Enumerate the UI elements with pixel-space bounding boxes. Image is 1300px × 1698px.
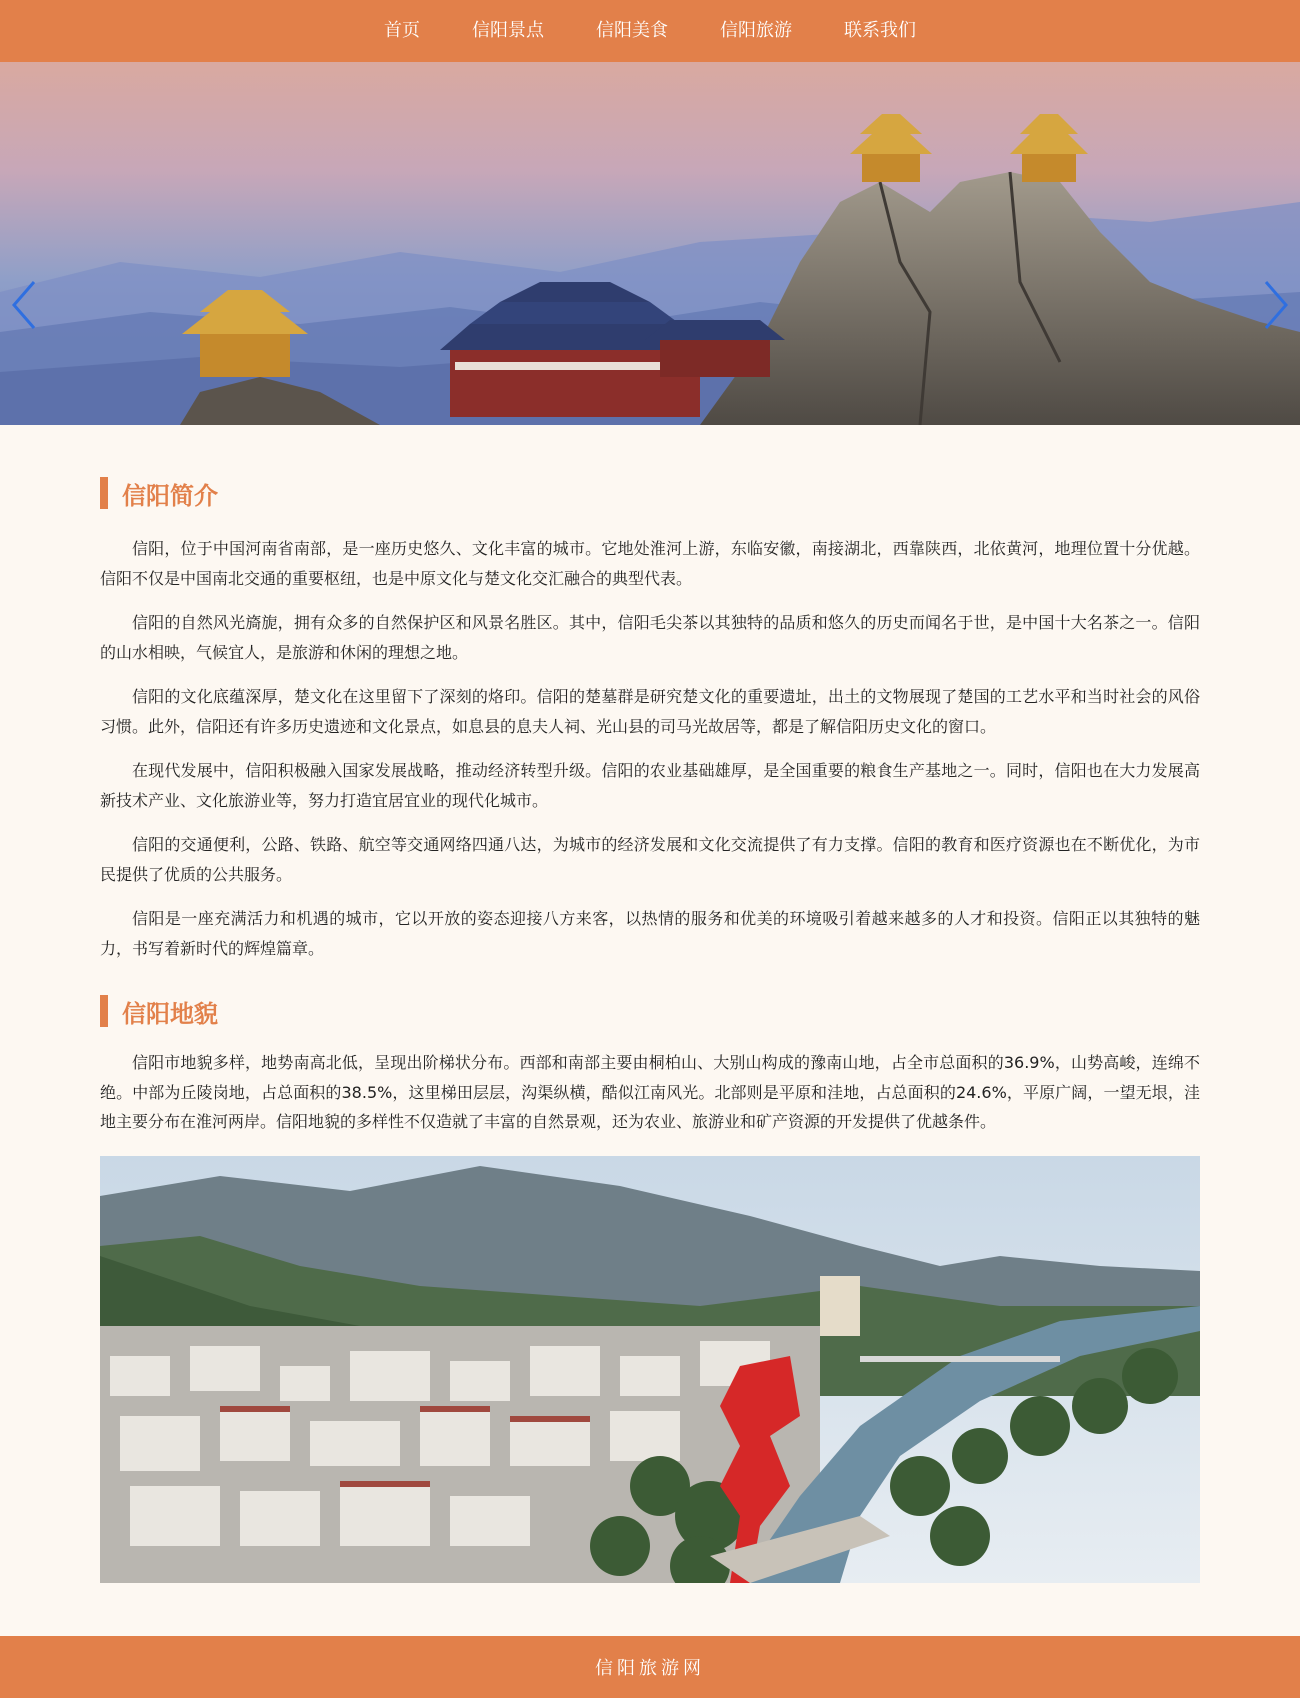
nav-item-home[interactable]: 首页 — [384, 20, 420, 41]
nav-item-contact[interactable]: 联系我们 — [844, 20, 916, 41]
nav-item-attractions[interactable]: 信阳景点 — [472, 20, 544, 41]
carousel-next-button[interactable] — [1256, 270, 1296, 340]
intro-paragraph: 信阳的文化底蕴深厚，楚文化在这里留下了深刻的烙印。信阳的楚墓群是研究楚文化的重要遗址，出土的文物展现了楚国的工艺水平和当时社会的风俗习惯。此外，信阳还有许多历史遗迹和文化景点，如息县的息夫人祠、光山县的司马光故居等，都是了解信阳历史文化的窗口。 — [100, 687, 1200, 736]
city-river-image — [100, 1156, 1200, 1583]
nav-item-travel[interactable]: 信阳旅游 — [720, 20, 792, 41]
carousel-prev-button[interactable] — [4, 270, 44, 340]
section-title-intro — [100, 476, 1200, 510]
intro-paragraph: 在现代发展中，信阳积极融入国家发展战略，推动经济转型升级。信阳的农业基础雄厚，是全国重要的粮食生产基地之一。同时，信阳也在大力发展高新技术产业、文化旅游业等，努力打造宜居宜业的现代化城市。 — [100, 761, 1200, 810]
intro-paragraph: 信阳，位于中国河南省南部，是一座历史悠久、文化丰富的城市。它地处淮河上游，东临安徽，南接湖北，西靠陕西，北依黄河，地理位置十分优越。信阳不仅是中国南北交通的重要枢纽，也是中原文化与楚文化交汇融合的典型代表。 — [100, 539, 1200, 588]
hero-carousel — [0, 62, 1300, 425]
terrain-title: 信阳地貌 — [122, 999, 218, 1028]
footer-text: 信阳旅游网 — [595, 1658, 705, 1679]
terrain-photo — [100, 1156, 1200, 1583]
intro-title: 信阳简介 — [122, 481, 218, 510]
terrain-paragraph: 信阳市地貌多样，地势南高北低，呈现出阶梯状分布。西部和南部主要由桐柏山、大别山构成的豫南山地，占全市总面积的36.9%，山势高峻，连绵不绝。中部为丘陵岗地，占总面积的38.5%，这里梯田层层，沟渠纵横，酷似江南风光。北部则是平原和洼地，占总面积的24.6%，平原广阔，一望无垠，洼地主要分布在淮河两岸。信阳地貌的多样性不仅造就了丰富的自然景观，还为农业、旅游业和矿产资源的开发提供了优越条件。 — [100, 1053, 1200, 1131]
chevron-left-icon — [4, 270, 44, 340]
nav-item-food[interactable]: 信阳美食 — [596, 20, 668, 41]
intro-paragraph: 信阳的自然风光旖旎，拥有众多的自然保护区和风景名胜区。其中，信阳毛尖茶以其独特的品质和悠久的历史而闻名于世，是中国十大名茶之一。信阳的山水相映，气候宜人，是旅游和休闲的理想之地。 — [100, 613, 1200, 662]
main-content — [100, 425, 1200, 1583]
footer — [0, 1636, 1300, 1698]
intro-paragraph: 信阳是一座充满活力和机遇的城市，它以开放的姿态迎接八方来客，以热情的服务和优美的环境吸引着越来越多的人才和投资。信阳正以其独特的魅力，书写着新时代的辉煌篇章。 — [100, 909, 1200, 958]
section-title-terrain — [100, 994, 1200, 1028]
chevron-right-icon — [1256, 270, 1296, 340]
intro-paragraph: 信阳的交通便利，公路、铁路、航空等交通网络四通八达，为城市的经济发展和文化交流提供了有力支撑。信阳的教育和医疗资源也在不断优化，为市民提供了优质的公共服务。 — [100, 835, 1200, 884]
hero-image — [0, 62, 1300, 425]
intro-paragraphs — [100, 534, 1200, 963]
title-accent-bar — [100, 995, 108, 1027]
title-accent-bar — [100, 477, 108, 509]
main-nav — [0, 0, 1300, 62]
terrain-text — [100, 1048, 1200, 1137]
